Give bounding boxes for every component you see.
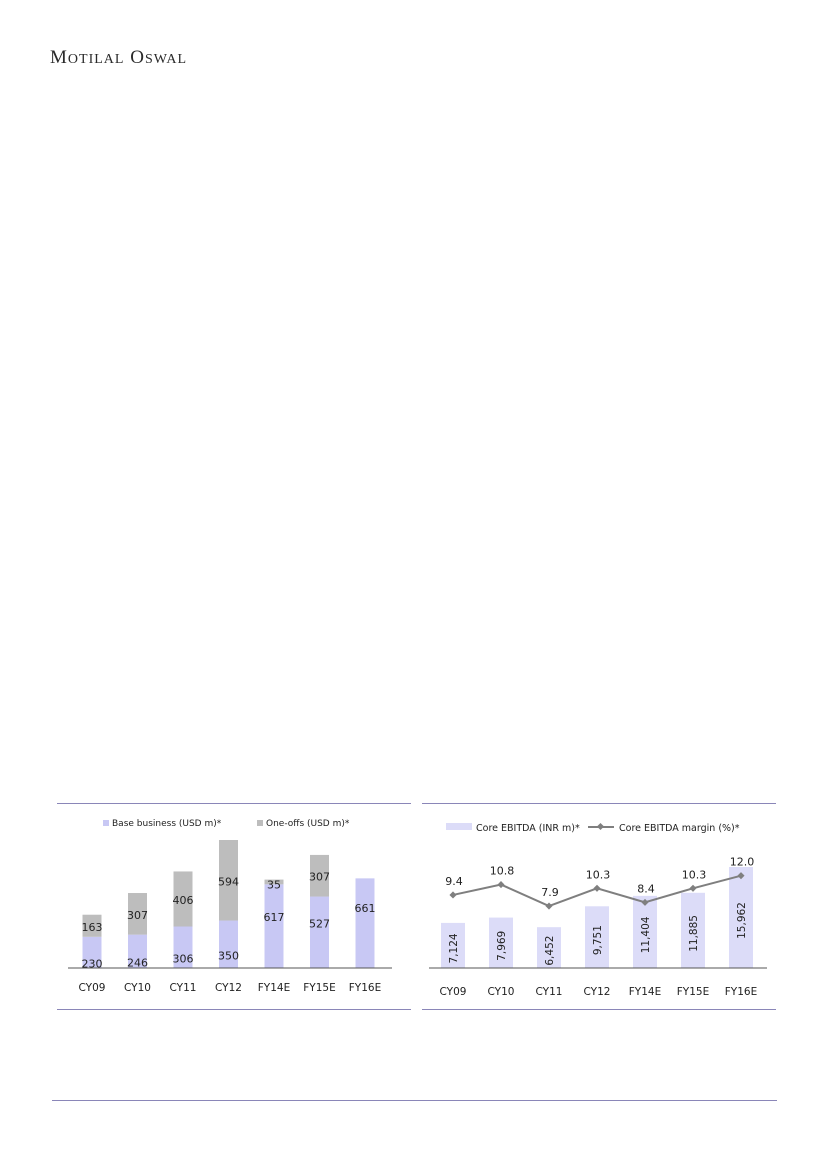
data-label-ebitda: 7,124 (448, 933, 460, 964)
x-tick-label: CY10 (487, 986, 515, 998)
data-label-margin: 12.0 (729, 855, 755, 869)
x-tick-label: CY12 (215, 982, 242, 994)
data-label-margin: 7.9 (541, 886, 559, 900)
x-tick-label: FY16E (724, 986, 758, 998)
data-label-base: 661 (354, 902, 376, 916)
data-label-margin: 10.3 (585, 868, 611, 882)
legend-label-margin: Core EBITDA margin (%)* (619, 823, 740, 834)
data-label-base: 306 (172, 952, 194, 966)
x-tick-label: FY15E (303, 982, 336, 994)
data-label-oneoffs: 406 (172, 893, 194, 907)
data-label-base: 350 (218, 949, 239, 963)
data-label-margin: 10.8 (489, 864, 515, 878)
legend-label-oneoffs: One-offs (USD m)* (266, 819, 350, 829)
legend-swatch-ebitda (446, 823, 472, 830)
data-label-oneoffs: 307 (309, 870, 330, 884)
x-tick-label: CY11 (535, 986, 563, 998)
brand-initial-1: M (50, 47, 68, 68)
data-label-margin: 9.4 (445, 874, 463, 888)
data-label-base: 246 (127, 956, 148, 970)
legend-label-base: Base business (USD m)* (112, 819, 222, 829)
x-tick-label: FY14E (257, 982, 291, 994)
brand-initial-2: O (130, 47, 145, 68)
data-label-ebitda: 11,885 (688, 915, 700, 952)
data-label-oneoffs: 163 (81, 920, 103, 934)
data-label-base: 527 (309, 917, 330, 931)
legend-label-ebitda: Core EBITDA (INR m)* (476, 823, 580, 834)
data-label-oneoffs: 307 (127, 908, 148, 922)
x-tick-label: FY14E (628, 986, 662, 998)
margin-marker (593, 885, 600, 892)
brand-rest-1: OTILAL (67, 52, 125, 67)
data-label-ebitda: 9,751 (592, 925, 604, 956)
x-tick-label: CY10 (124, 982, 151, 994)
margin-marker (689, 885, 696, 892)
data-label-base: 230 (81, 957, 103, 971)
x-tick-label: CY09 (439, 986, 467, 998)
data-label-ebitda: 7,969 (496, 930, 508, 961)
data-label-ebitda: 11,404 (640, 916, 652, 954)
data-label-ebitda: 6,452 (544, 935, 556, 966)
data-label-base: 617 (263, 911, 285, 925)
margin-marker (497, 881, 504, 888)
margin-marker (449, 891, 456, 898)
margin-marker (545, 903, 552, 910)
data-label-margin: 10.3 (681, 868, 707, 882)
data-label-oneoffs: 35 (267, 878, 281, 892)
x-tick-label: FY15E (676, 986, 710, 998)
data-label-margin: 8.4 (637, 882, 655, 896)
x-tick-label: CY12 (583, 986, 611, 998)
brand-rest-2: SWAL (144, 52, 188, 67)
data-label-oneoffs: 594 (218, 875, 239, 889)
x-tick-label: CY11 (169, 982, 197, 994)
legend-marker-margin (597, 823, 604, 830)
x-tick-label: CY09 (78, 982, 106, 994)
x-tick-label: FY16E (348, 982, 382, 994)
data-label-ebitda: 15,962 (736, 902, 748, 939)
